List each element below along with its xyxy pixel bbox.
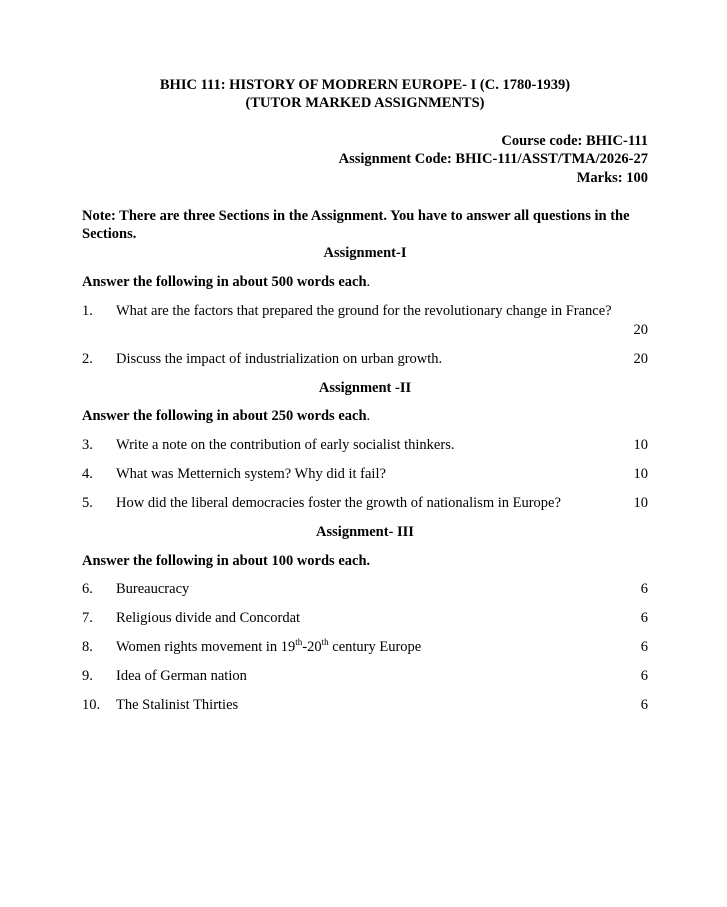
question-text-part: Women rights movement in 19 [116,639,296,655]
question-marks: 6 [640,581,648,597]
question-marks: 10 [633,495,648,511]
question-marks: 6 [640,639,648,655]
section-instruction [82,273,370,291]
question-text: Discuss the impact of industrialization on urban growth. [116,351,443,367]
section-heading: Assignment- III [316,524,414,540]
instruction-suffix: . [366,408,371,424]
question-number: 3. [82,437,93,453]
instruction-suffix: . [366,274,371,290]
question-number: 10. [82,697,101,713]
question-number: 2. [82,351,93,367]
question-marks: 6 [640,668,648,684]
question-text: Religious divide and Concordat [116,610,301,626]
course-code: Course code: BHIC-111 [501,133,648,149]
note-text: Note: There are three Sections in the Assignment. You have to answer all questions in the Sections. [82,208,630,242]
question-text-part: century Europe [328,639,422,655]
question-number: 9. [82,668,93,684]
question-text: Write a note on the contribution of early socialist thinkers. [116,437,455,453]
question-marks: 10 [633,437,648,453]
question-number: 6. [82,581,93,597]
question-text: What was Metternich system? Why did it fail? [116,466,386,482]
question-marks: 6 [640,697,648,713]
question-text: The Stalinist Thirties [116,697,239,713]
section-instruction: Answer the following in about 100 words each. [82,553,371,569]
question-text [116,638,421,656]
question-marks: 20 [633,351,648,367]
document-subtitle: (TUTOR MARKED ASSIGNMENTS) [245,95,485,111]
ordinal-superscript: th [295,637,303,648]
question-text: How did the liberal democracies foster the growth of nationalism in Europe? [116,495,561,511]
instruction-text: Answer the following in about 250 words each [82,408,367,424]
question-text-part: -20 [302,639,322,655]
question-number: 1. [82,303,93,319]
section-heading: Assignment-I [323,245,407,261]
question-marks: 20 [633,322,648,338]
section-heading: Assignment -II [318,380,412,396]
question-number: 8. [82,639,93,655]
instruction-text: Answer the following in about 500 words each [82,274,367,290]
question-marks: 6 [640,610,648,626]
document-title: BHIC 111: HISTORY OF MODRERN EUROPE- I (C. 1780-1939) [159,77,571,93]
question-marks: 10 [633,466,648,482]
question-number: 4. [82,466,93,482]
ordinal-superscript: th [321,637,329,648]
assignment-code: Assignment Code: BHIC-111/ASST/TMA/2026-27 [338,151,648,167]
question-text: Bureaucracy [116,581,190,597]
section-instruction [82,407,370,425]
question-number: 7. [82,610,93,626]
question-text: Idea of German nation [116,668,247,684]
total-marks: Marks: 100 [576,170,648,186]
question-number: 5. [82,495,93,511]
question-text: What are the factors that prepared the ground for the revolutionary change in France? [116,303,612,319]
